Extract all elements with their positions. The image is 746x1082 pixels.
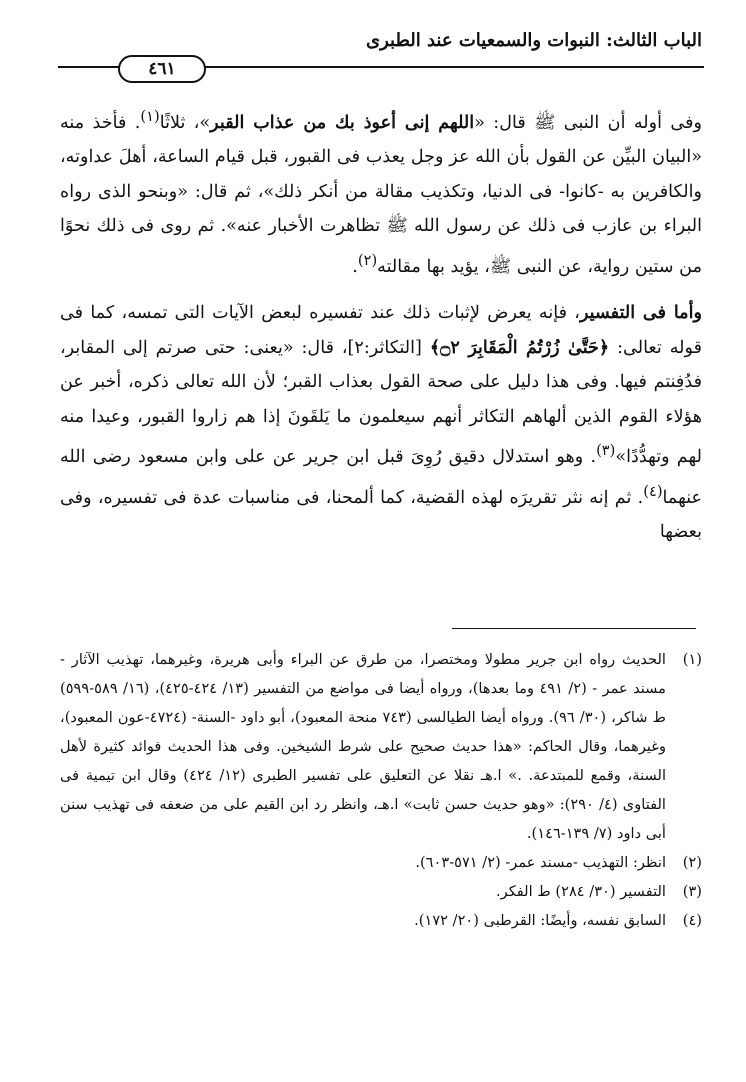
footnote-text: التفسير (٣٠/ ٢٨٤) ط الفكر. — [496, 883, 666, 900]
p2-text-4: . ثم إنه نثر تقريرَه لهذه القضية، كما ألمحنا، فى مناسبات عدة فى تفسيره، وفى بعضها — [60, 487, 702, 542]
footnote-3 — [60, 877, 702, 906]
paragraph-1 — [60, 100, 702, 284]
footnote-4 — [60, 906, 702, 935]
running-header-title: الباب الثالث: النبوات والسمعيات عند الطبرى — [366, 30, 702, 51]
p2-text-1: ، فإنه يعرض لإثبات ذلك عند تفسيره لبعض الآيات التى تمسه، كما فى قوله تعالى: — [60, 303, 702, 358]
footnote-text: السابق نفسه، وأيضًا: القرطبى (٢٠/ ١٧٢). — [414, 912, 666, 929]
p2-text-2: [التكاثر:٢]، قال: «يعنى: حتى صرتم إلى المقابر، فدُفِنتم فيها. وفى هذا دليل على صحة القول بعذاب القبر؛ لأن الله تعالى ذكره، أخبر عن هؤلاء القوم الذين ألهاهم التكاثر أنهم سيعلمون ما يَلقَونَ إذا هم زاروا القبور، وعيدا منه لهم وتهدُّدًا» — [60, 337, 702, 468]
footnote-number: (٣) — [682, 883, 702, 900]
footnote-separator — [452, 628, 696, 629]
footnote-ref-4: (٤) — [643, 482, 663, 500]
footnote-ref-1: (١) — [140, 108, 160, 125]
footnote-number: (٤) — [682, 912, 702, 929]
footnote-2 — [60, 848, 702, 877]
footnote-text: انظر: التهذيب -مسند عمر- (٢/ ٥٧١-٦٠٣). — [415, 854, 666, 871]
paragraph-2 — [60, 296, 702, 549]
p1-text-3: . فأخذ منه «البيان البيِّن عن القول بأن الله عز وجل يعذب فى القبور، قبل قيام الساعة، أهلَ عداوته، والكافرين به -كانوا- فى الدنيا، وتكذيب مقالة من أنكر ذلك»، ثم قال: «وبنحو الذى رواه البراء بن عازب فى ذلك عن رسول الله ﷺ تظاهرت الأخبار عنه». ثم روى فى ذلك نحوًا من ستين رواية، عن النبى ﷺ، يؤيد بها مقالته — [60, 112, 702, 277]
footnote-text: الحديث رواه ابن جرير مطولا ومختصرا، من طرق عن البراء وأبى هريرة، وغيرهما، تهذيب الآثار - مسند عمر - (٢/ ٤٩١ وما بعدها)، ورواه أيضا فى مواضع من التفسير (١٣/ ٤٢٤-٤٢٥)، (١٦/ ٥٨٩-٥٩٩) ط شاكر، (٣٠/ ٩٦). ورواه أيضا الطيالسى (٧٤٣ منحة المعبود)، أبو داود -السنة- (٤٧٢٤-عون المعبود)، وغيرهما، وقال الحاكم: «هذا حديث صحيح على شرط الشيخين. وفى هذا الحديث فوائد كثيرة لأهل السنة، وقمع للمبتدعة. .» ا.هـ نقلا عن التعليق على تفسير الطبرى (١٢/ ٤٢٤) وقال ابن تيمية فى الفتاوى (٤/ ٢٩٠): «وهو حديث حسن ثابت» ا.هـ، وانظر رد ابن القيم على من ضعفه فى تهذيب سنن أبى داود (٧/ ١٣٩-١٤٦). — [60, 651, 667, 842]
p1-text-4: . — [352, 256, 358, 277]
p2-lead: وأما فى التفسير — [579, 302, 702, 324]
p2-text-3: . وهو استدلال دقيق رُوِىَ قبل ابن جرير عن على وابن مسعود رضى الله عنهما — [60, 447, 702, 508]
p1-text-1: وفى أوله أن النبى ﷺ قال: « — [474, 112, 702, 133]
main-text — [60, 100, 702, 549]
hadith-quote: اللهم إنى أعوذ بك من عذاب القبر — [210, 111, 475, 133]
p1-text-2: »، ثلاثًا — [159, 112, 211, 133]
footnote-number: (٢) — [682, 854, 702, 871]
footnote-ref-3: (٣) — [596, 442, 616, 460]
footnote-ref-2: (٢) — [357, 251, 378, 269]
quran-verse: ﴿حَتَّىٰ زُرْتُمُ الْمَقَابِرَ ۝٢﴾ — [429, 336, 610, 358]
page-number: ٤٦١ — [118, 55, 206, 83]
footnotes — [60, 645, 702, 935]
footnote-number: (١) — [682, 651, 702, 668]
footnote-1 — [60, 645, 702, 848]
